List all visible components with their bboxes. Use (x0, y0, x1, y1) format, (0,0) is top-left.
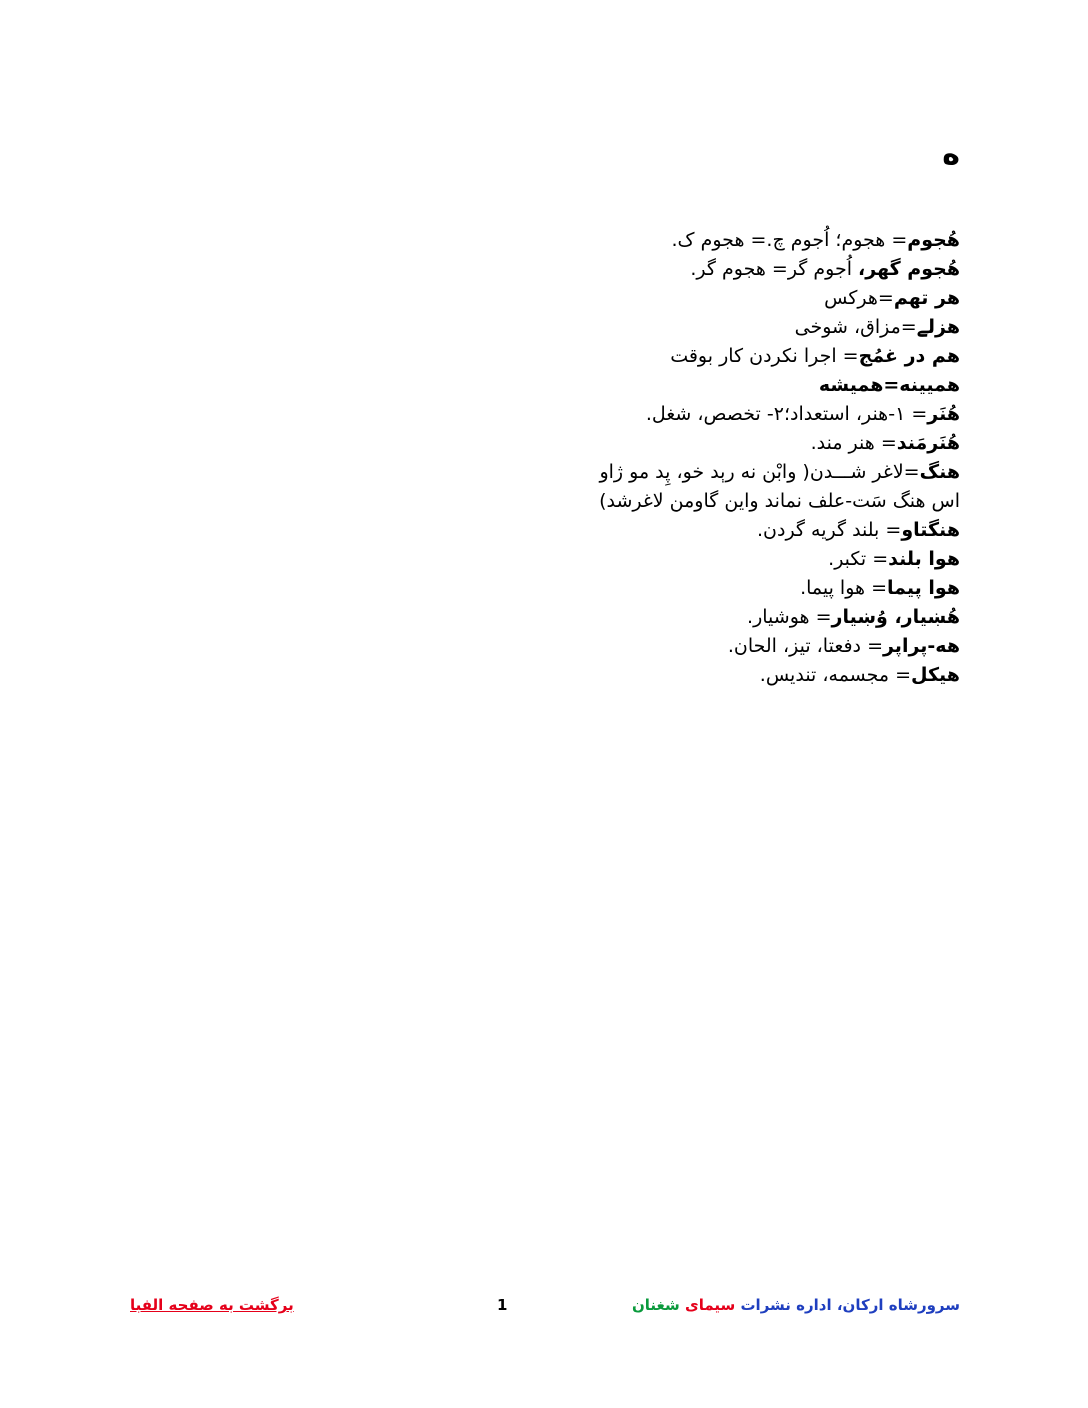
dictionary-entry (400, 458, 960, 487)
dictionary-entry (400, 313, 960, 342)
dictionary-entry (400, 632, 960, 661)
page-number: 1 (497, 1296, 508, 1314)
entry-definition: = تکبر. (828, 548, 889, 570)
entry-term: هم در غمُج (858, 345, 960, 367)
entry-definition: =مزاق، شوخی (794, 316, 917, 338)
entry-term: هزلے (916, 316, 960, 338)
entry-term: هُښیار، وُښیار (831, 606, 960, 628)
dictionary-entry (400, 342, 960, 371)
entry-definition: = دفعتا، تیز، الحان. (727, 635, 883, 657)
footer-credit (632, 1296, 960, 1314)
dictionary-entry (400, 516, 960, 545)
entry-definition: = اجرا نکردن کار بوقت (670, 345, 859, 367)
footer-credit-part: شغنان (631, 1296, 680, 1314)
entry-term: همیینه=همیشه (818, 374, 960, 396)
back-to-alphabet-link[interactable]: برگشت به صفحه الفبا (130, 1296, 294, 1314)
entry-definition: = هوا پیما. (800, 577, 888, 599)
section-letter: ه (942, 137, 960, 172)
dictionary-entry (400, 487, 960, 516)
dictionary-entry (400, 284, 960, 313)
dictionary-entry (400, 545, 960, 574)
entry-definition: اُجوم گر= هجوم گر. (690, 258, 859, 280)
entry-term: هر تهم (893, 287, 960, 309)
entry-term: هنگتاو (901, 519, 960, 541)
entry-term: هوا بلند (888, 548, 960, 570)
entry-term: هه-پراپر (882, 635, 960, 657)
footer-credit-part: اداره نشرات (735, 1296, 837, 1314)
dictionary-entry (400, 255, 960, 284)
entry-term: هوا پیما (887, 577, 960, 599)
entry-definition: = هجوم؛ اُجوم چ.= هجوم ک. (671, 229, 908, 251)
entry-definition: = بلند گریه گردن. (757, 519, 902, 541)
entry-definition: = ۱-هنر، استعداد؛۲- تخصص، شغل. (645, 403, 928, 425)
entry-term: هُجوم گهر، (858, 258, 960, 280)
dictionary-entry (400, 661, 960, 690)
dictionary-entry (400, 429, 960, 458)
entry-term: هیکل (911, 664, 960, 686)
dictionary-entry (400, 603, 960, 632)
footer-credit-part: سیمای (679, 1296, 736, 1314)
dictionary-entry (400, 400, 960, 429)
entry-term: هُنَر (927, 403, 960, 425)
entry-definition: = هوشیار. (747, 606, 832, 628)
dictionary-entry (400, 226, 960, 255)
entry-definition: اس هنگ سَت-علف نماند واین گاومن لاغرشد) (599, 490, 960, 512)
footer-credit-part: سرورشاه ارکان، (836, 1296, 960, 1314)
entry-definition: = هنر مند. (810, 432, 897, 454)
dictionary-entry (400, 371, 960, 400)
entry-term: هُنَرمَند (896, 432, 960, 454)
page-footer (0, 1296, 1088, 1320)
dictionary-entries (400, 226, 960, 690)
entry-definition: = مجسمه، تندیس. (759, 664, 912, 686)
entry-definition: =لاغر شـــدن( وابْن نه رېد خو، پِد مو ژاو (599, 461, 920, 483)
entry-term: هنگ (919, 461, 960, 483)
dictionary-entry (400, 574, 960, 603)
entry-definition: =هرکس (824, 287, 894, 309)
entry-term: هُجوم (907, 229, 960, 251)
